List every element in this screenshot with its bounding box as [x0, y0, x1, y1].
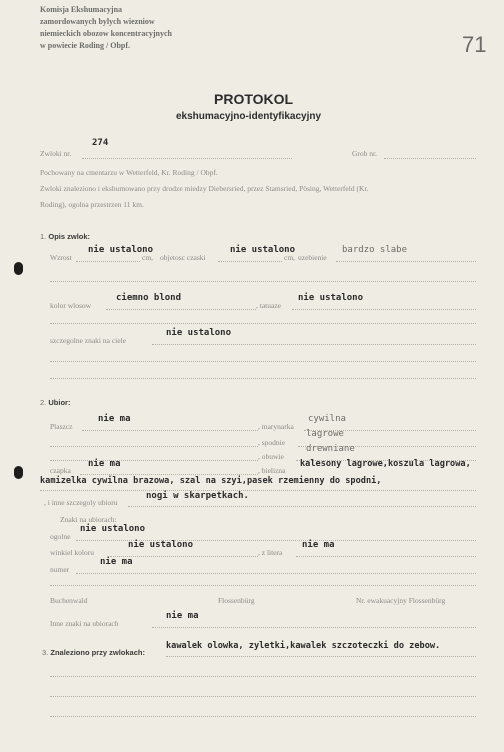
trousers-label: , spodnie [258, 438, 286, 447]
grave-line [384, 158, 476, 159]
org-line: niemieckich obozow koncentracyjnych [40, 29, 172, 38]
section-1-blank-line-4 [50, 378, 476, 379]
section-3-heading [42, 648, 145, 657]
tattoo-label: , tatuaze [256, 301, 281, 310]
coat-label: Plaszcz [50, 422, 73, 431]
coat-line [82, 430, 258, 431]
page-number: 71 [462, 32, 487, 57]
jacket-value: cywilna [308, 414, 346, 424]
camp-flossenburg: Flossenbürg [218, 596, 255, 605]
height-label: Wzrost [50, 253, 72, 262]
coat-line-2 [50, 446, 258, 447]
remains-line [82, 158, 292, 159]
number-line-2 [50, 585, 476, 586]
teeth-label: uzebienie [298, 253, 327, 262]
document-subtitle: ekshumacyjno-identyfikacyjny [176, 111, 322, 122]
coat-value: nie ma [98, 414, 131, 424]
general-marks-value: nie ustalono [80, 524, 146, 534]
other-marks-value: nie ma [166, 611, 199, 621]
section-1-number: 1. [40, 232, 47, 241]
triangle-color-value: nie ustalono [128, 540, 194, 550]
hair-value: ciemno blond [116, 293, 182, 303]
found-items-line-2 [50, 676, 476, 677]
section-2-heading [40, 398, 70, 407]
evacuation-number-label: Nr. ewakuacyjny Flossenbürg [356, 596, 446, 605]
clothing-continuation: kamizelka cywilna brazowa, szal na szyi,pasek rzemienny do spodni, [40, 476, 382, 486]
other-clothing-line [128, 506, 476, 507]
continuation-line [40, 490, 476, 491]
intro-line-3: Roding), ogolna przestrzen 11 km. [40, 200, 144, 209]
other-marks-label: Inne znaki na ubiorach [50, 619, 119, 628]
body-marks-value: nie ustalono [166, 328, 232, 338]
remains-label: Zwloki nr. [40, 149, 72, 158]
letter-value: nie ma [302, 540, 335, 550]
found-items-value: kawalek olowka, zyletki,kawalek szczoteczki do zebow. [166, 641, 441, 651]
tattoo-line [292, 309, 476, 310]
section-1-blank-line [50, 281, 476, 282]
section-1-title: Opis zwlok: [48, 232, 91, 241]
jacket-label: , marynarka [258, 422, 294, 431]
found-items-line [166, 656, 476, 657]
org-line: w powiecie Roding / Obpf. [40, 41, 131, 50]
height-line [76, 261, 140, 262]
coat-line-3 [50, 460, 258, 461]
camp-buchenwald: Buchenwald [50, 596, 88, 605]
body-marks-label: szczegolne znaki na ciele [50, 336, 126, 345]
trousers-value: lagrowe [306, 429, 344, 439]
cap-value: nie ma [88, 459, 121, 469]
found-items-line-3 [50, 696, 476, 697]
general-marks-label: ogolne [50, 532, 71, 541]
intro-line-1: Pochowany na cmentarzu w Wetterfeld, Kr. Roding / Obpf. [40, 168, 218, 177]
section-1-blank-line-2 [50, 323, 476, 324]
letter-line [296, 556, 476, 557]
document-title: PROTOKOL [214, 91, 294, 107]
cap-label: czapka [50, 466, 71, 475]
other-marks-line [152, 627, 476, 628]
body-marks-line [152, 344, 476, 345]
org-header [40, 4, 172, 52]
hair-label: kolor wlosow [50, 301, 92, 310]
height-unit: cm, [142, 253, 154, 262]
section-2-title: Ubior: [48, 398, 71, 407]
section-3-title: Znaleziono przy zwlokach: [50, 648, 145, 657]
teeth-line [336, 261, 476, 262]
triangle-color-label: winkiel koloru [50, 548, 94, 557]
found-items-line-4 [50, 716, 476, 717]
cap-line [80, 474, 258, 475]
number-label: numer [50, 565, 70, 574]
skull-label: objetosc czaski [160, 253, 206, 262]
underwear-label: , bielizna [258, 466, 286, 475]
section-1-blank-line-3 [50, 361, 476, 362]
section-1-heading [40, 232, 90, 241]
shoes-value: drewniane [306, 444, 355, 454]
letter-label: , z litera [258, 548, 283, 557]
org-line: Komisja Ekshumacyjna [40, 5, 123, 14]
other-clothing-value: nogi w skarpetkach. [146, 491, 249, 501]
number-line [76, 573, 476, 574]
underwear-value: kalesony lagrowe,koszula lagrowa, [300, 459, 471, 469]
intro-line-2: Zwloki znaleziono i ekshumowano przy drodze miedzy Diebersried, przez Stamsried, Pösing, Wetterfeld (Kr. [40, 184, 369, 193]
height-value: nie ustalono [88, 245, 154, 255]
punch-hole-top [14, 262, 23, 275]
shoes-label: , obuwie [258, 452, 284, 461]
section-2-number: 2. [40, 398, 47, 407]
skull-unit: cm, [284, 253, 296, 262]
skull-line [218, 261, 282, 262]
clothing-marks-heading: Znaki na ubiorach: [60, 515, 117, 524]
skull-value: nie ustalono [230, 245, 296, 255]
other-clothing-label: , i inne szczegoly ubioru [44, 498, 118, 507]
number-value: nie ma [100, 557, 133, 567]
org-line: zamordowanych bylych wiezniow [40, 17, 155, 26]
teeth-value: bardzo slabe [342, 245, 408, 255]
hair-line [106, 309, 256, 310]
remains-number: 274 [92, 138, 109, 148]
tattoo-value: nie ustalono [298, 293, 364, 303]
grave-label: Grob nr. [352, 149, 377, 158]
punch-hole-bottom [14, 466, 23, 479]
section-3-number: 3. [42, 648, 49, 657]
